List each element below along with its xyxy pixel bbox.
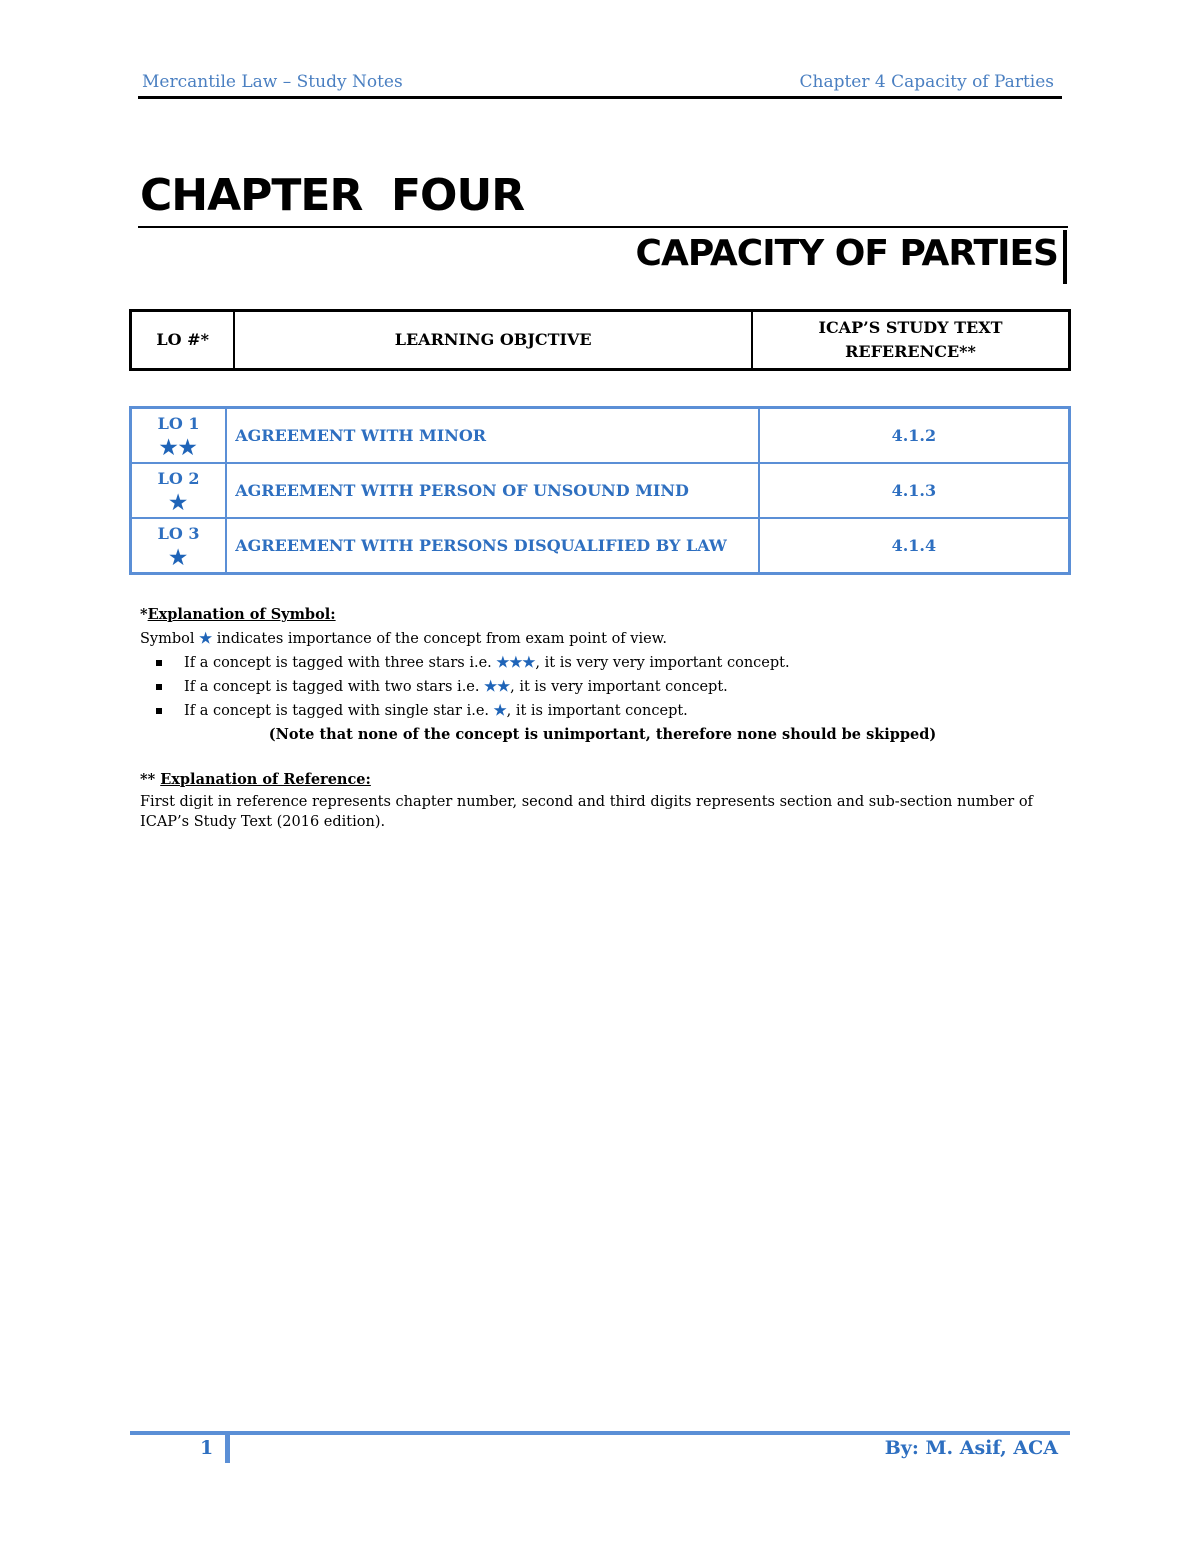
- objective-cell: AGREEMENT WITH PERSONS DISQUALIFIED BY LAW: [226, 518, 759, 574]
- header-left-text: Mercantile Law – Study Notes: [142, 72, 403, 92]
- lo-number: LO 3: [157, 523, 200, 543]
- reference-cell: 4.1.3: [759, 463, 1070, 518]
- chapter-rule: [138, 226, 1068, 228]
- explanation-section: [140, 603, 1065, 832]
- running-header: [140, 72, 1062, 96]
- objectives-header-table: [129, 309, 1071, 371]
- learning-objectives-table: [129, 406, 1071, 575]
- table-row: [131, 518, 1070, 574]
- spacer: [140, 746, 1065, 768]
- star-icon: ★: [169, 544, 189, 569]
- bullet-icon: [156, 660, 162, 666]
- bullet-text: If a concept is tagged with two stars i.e.: [184, 679, 485, 695]
- header-lo-cell: LO #*: [131, 311, 235, 370]
- header-reference-cell: [752, 311, 1070, 370]
- bullet-text: , it is very very important concept.: [535, 655, 790, 671]
- symbol-intro-after: indicates importance of the concept from exam point of view.: [212, 631, 667, 647]
- objective-cell: AGREEMENT WITH MINOR: [226, 408, 759, 464]
- reference-heading-text: Explanation of Reference:: [160, 771, 371, 788]
- star-icon: ★: [199, 630, 213, 647]
- chapter-subtitle-bar: [1063, 230, 1067, 284]
- symbol-asterisk: *: [140, 606, 148, 623]
- header-right-text: Chapter 4 Capacity of Parties: [799, 72, 1054, 92]
- page-number: 1: [200, 1437, 214, 1459]
- reference-explanation-heading: [140, 768, 1065, 792]
- objective-cell: AGREEMENT WITH PERSON OF UNSOUND MIND: [226, 463, 759, 518]
- lo-cell: [131, 408, 227, 464]
- star-icon: ★★: [159, 434, 198, 459]
- symbol-intro: [140, 627, 1065, 651]
- footer-author: By: M. Asif, ACA: [884, 1437, 1058, 1459]
- header-objective-cell: LEARNING OBJCTIVE: [234, 311, 752, 370]
- symbol-explanation-heading: [140, 603, 1065, 627]
- bullet-text: If a concept is tagged with three stars i.e.: [184, 655, 497, 671]
- lo-number: LO 1: [157, 413, 200, 433]
- symbol-heading-text: Explanation of Symbol:: [147, 606, 336, 623]
- bullet-text: If a concept is tagged with single star i.e.: [184, 703, 494, 719]
- list-item: [140, 675, 1065, 699]
- star-icon: ★: [493, 702, 507, 719]
- table-header-row: [131, 311, 1070, 370]
- chapter-subtitle: CAPACITY OF PARTIES: [635, 233, 1058, 274]
- star-icon: ★: [169, 489, 189, 514]
- reference-cell: 4.1.2: [759, 408, 1070, 464]
- lo-number: LO 2: [157, 468, 200, 488]
- star-icon: ★★: [484, 678, 511, 695]
- header-reference-line2: REFERENCE**: [845, 342, 976, 361]
- bullet-icon: [156, 708, 162, 714]
- importance-note: (Note that none of the concept is unimportant, therefore none should be skipped): [268, 726, 937, 743]
- reference-asterisks: **: [140, 771, 161, 788]
- bullet-icon: [156, 684, 162, 690]
- header-reference-line1: ICAP’S STUDY TEXT: [818, 318, 1003, 337]
- star-icon: ★★★: [496, 654, 536, 671]
- table-row: [131, 463, 1070, 518]
- footer-rule: [130, 1431, 1070, 1435]
- bullet-text: , it is very important concept.: [510, 679, 728, 695]
- chapter-title: CHAPTER FOUR: [140, 170, 525, 221]
- page-number-bar: [225, 1435, 230, 1463]
- symbol-intro-before: Symbol: [140, 631, 200, 647]
- list-item: [140, 651, 1065, 675]
- header-rule: [138, 96, 1062, 99]
- bullet-text: , it is important concept.: [506, 703, 688, 719]
- lo-cell: [131, 463, 227, 518]
- lo-cell: [131, 518, 227, 574]
- table-row: [131, 408, 1070, 464]
- reference-explanation-text: First digit in reference represents chapter number, second and third digits represents section and sub-section number of ICAP’s Study Text (2016 edition).: [140, 794, 1033, 830]
- reference-cell: 4.1.4: [759, 518, 1070, 574]
- list-item: [140, 699, 1065, 723]
